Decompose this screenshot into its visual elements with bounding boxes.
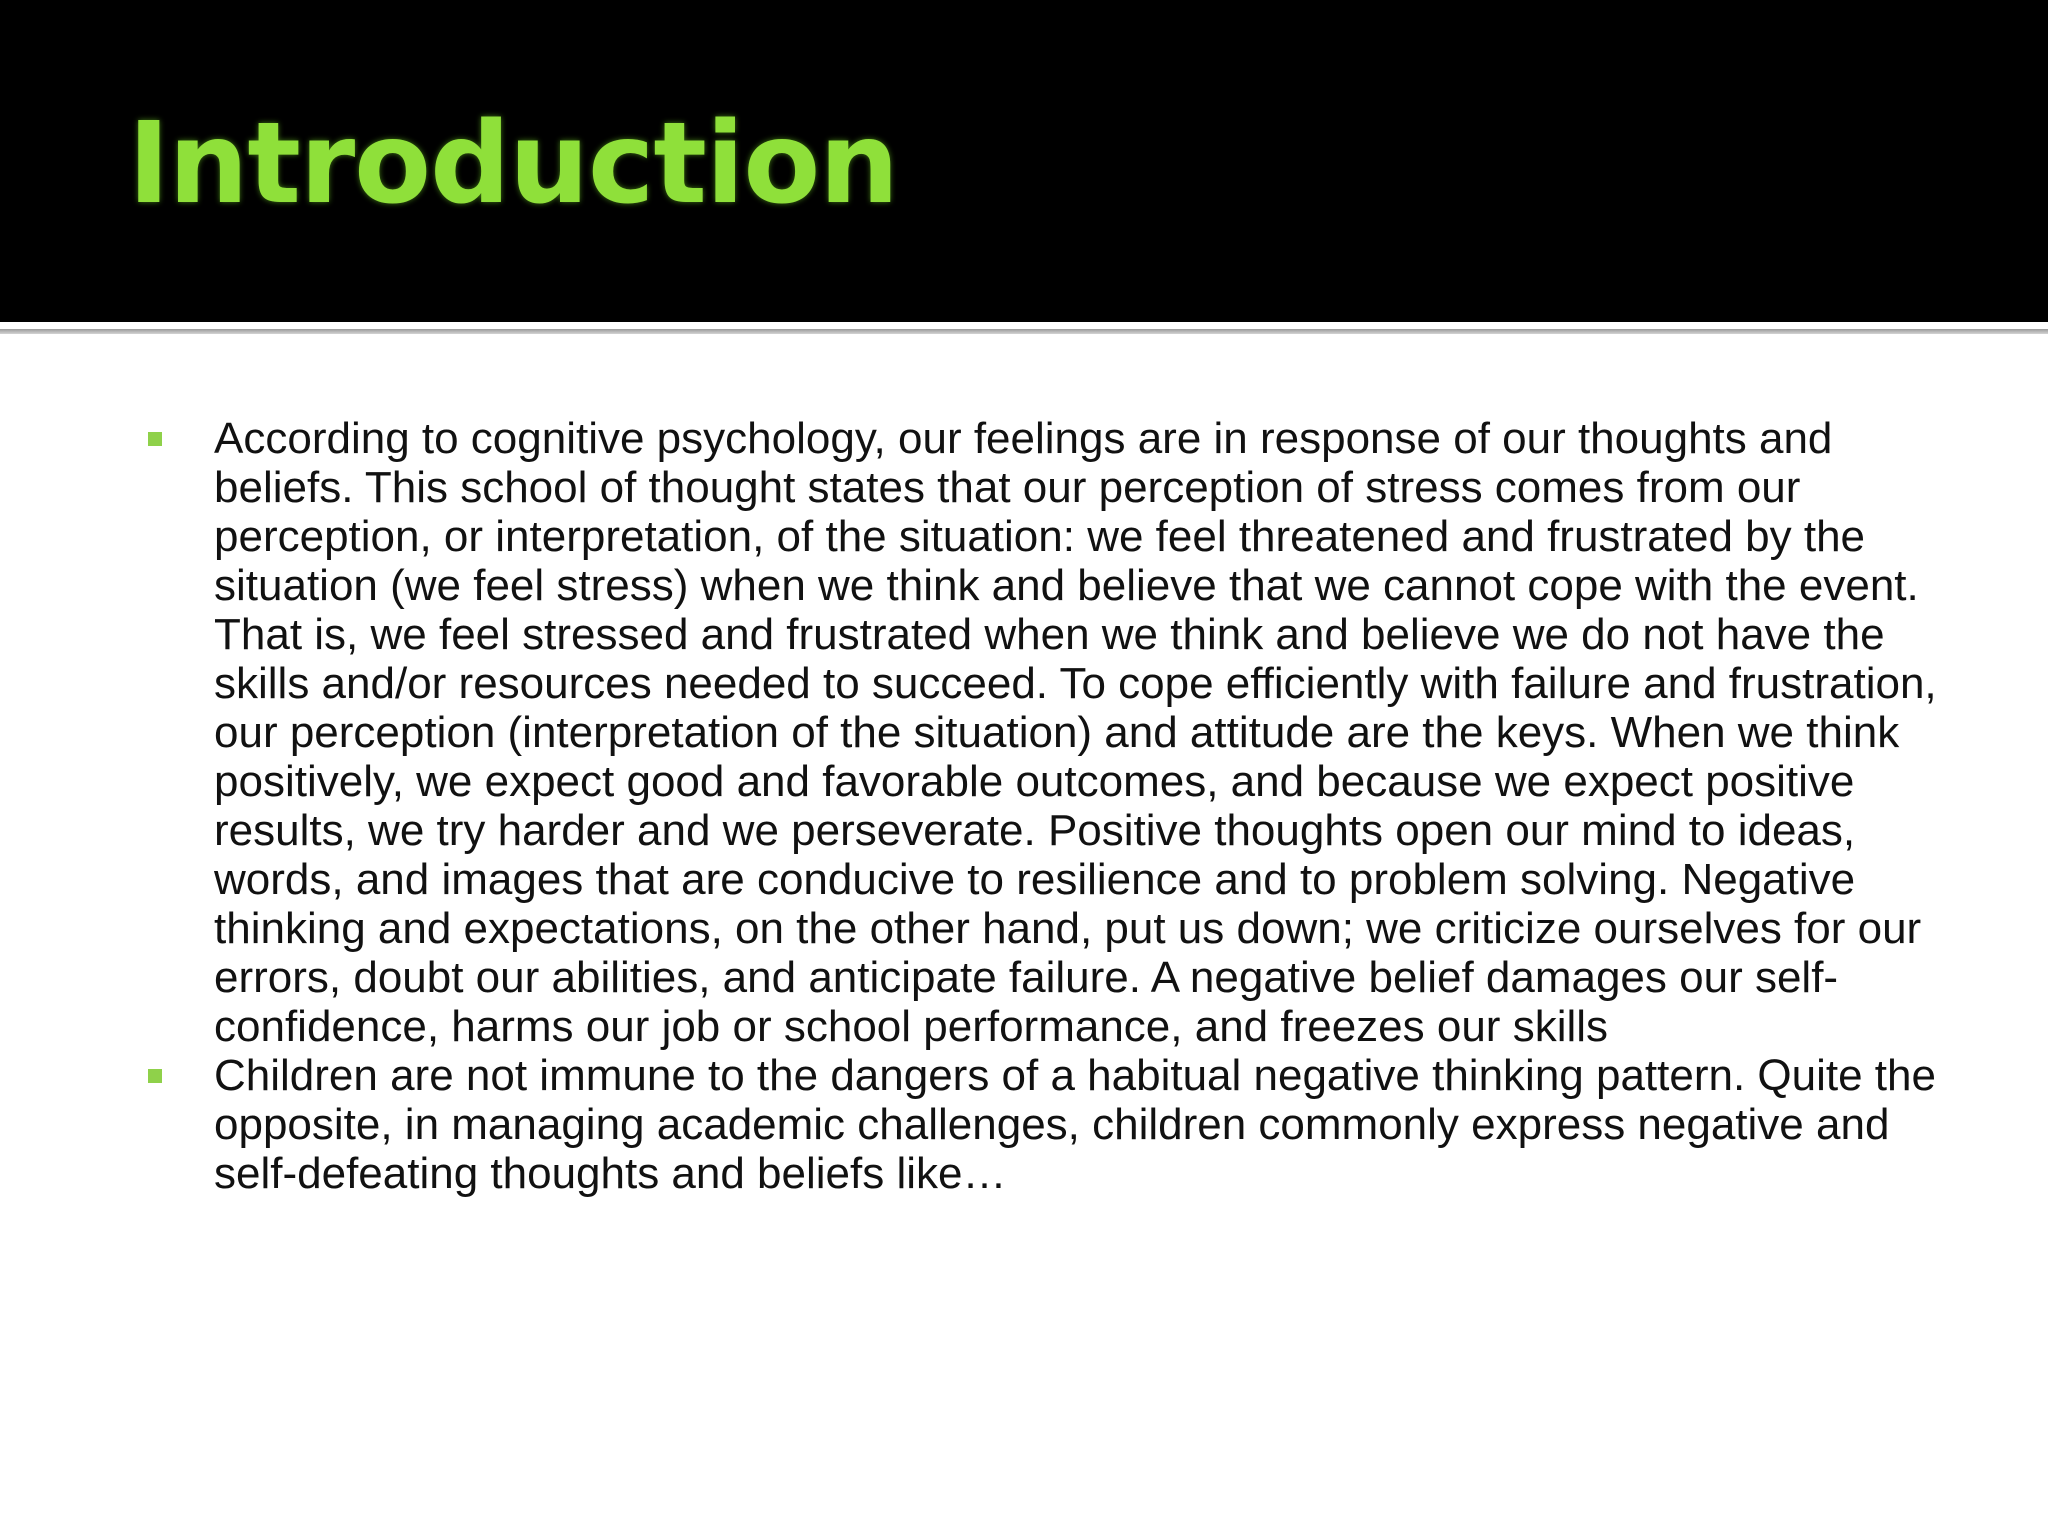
bullet-text-2: Children are not immune to the dangers of a habitual negative thinking pattern. Quite the opposite, in managing academic challenges, children commonly express negative and self-defeating thoughts and beliefs like… xyxy=(214,1051,1936,1198)
title-band xyxy=(0,0,2048,322)
slide-title: Introduction xyxy=(128,99,899,229)
title-divider xyxy=(0,329,2048,334)
bullet-item-1 xyxy=(138,414,1968,1051)
bullet-item-2 xyxy=(138,1051,1968,1198)
bullet-text-1: According to cognitive psychology, our feelings are in response of our thoughts and beliefs. This school of thought states that our perception of stress comes from our perception, or interpretation, of the situation: we feel threatened and frustrated by the situation (we feel stress) when we think and believe that we cannot cope with the event. That is, we feel stressed and frustrated when we think and believe we do not have the skills and/or resources needed to succeed. To cope efficiently with failure and frustration, our perception (interpretation of the situation) and attitude are the keys. When we think positively, we expect good and favorable outcomes, and because we expect positive results, we try harder and we perseverate. Positive thoughts open our mind to ideas, words, and images that are conducive to resilience and to problem solving. Negative thinking and expectations, on the other hand, put us down; we criticize ourselves for our errors, doubt our abilities, and anticipate failure. A negative belief damages our self-confidence, harms our job or school performance, and freezes our skills xyxy=(214,414,1937,1051)
bullet-list xyxy=(138,414,1968,1198)
square-bullet-icon xyxy=(148,432,162,446)
square-bullet-icon xyxy=(148,1069,162,1083)
title-rule-gap xyxy=(0,322,2048,329)
